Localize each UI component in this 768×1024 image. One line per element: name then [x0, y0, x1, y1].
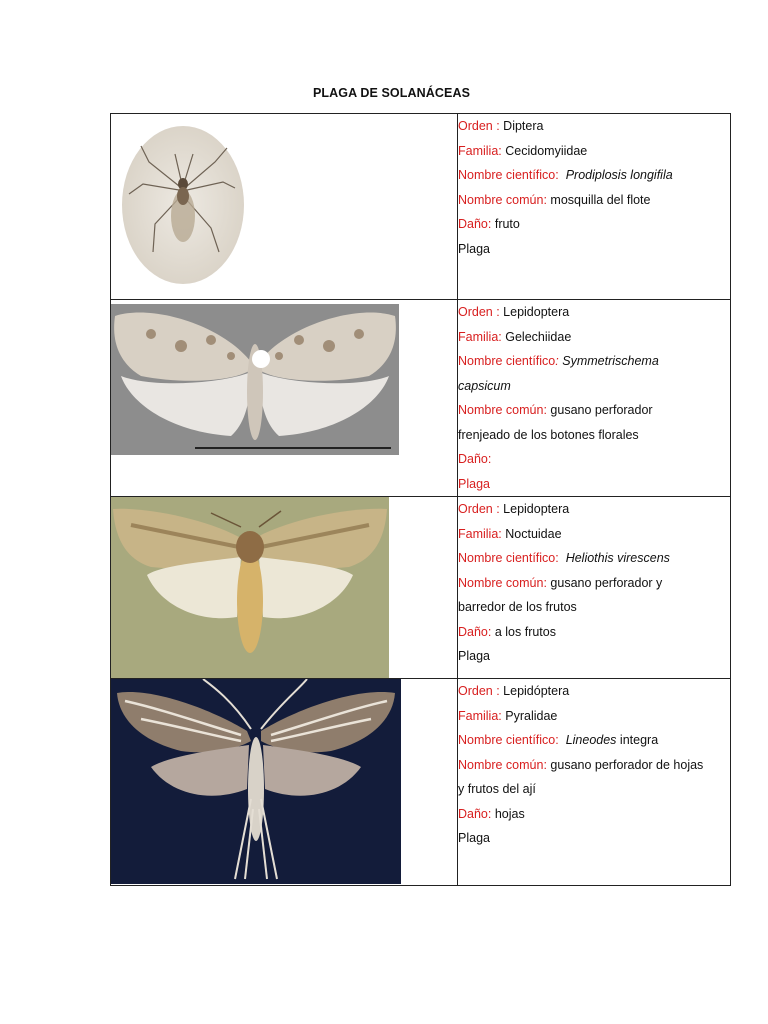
plaga-value: Plaga [458, 831, 490, 845]
info-cell: Orden : Lepidoptera Familia: Gelechiidae Nombre científico: Symmetrischema capsicum Nombre común: gusano perforador frenjeado de los botones florales Daño: Plaga [458, 300, 731, 497]
familia-value: Pyralidae [505, 708, 558, 723]
orden-label: Orden : [458, 684, 500, 698]
comun-value: mosquilla del flote [550, 192, 651, 207]
familia-value: Gelechiidae [505, 329, 572, 344]
familia-label: Familia: [458, 708, 502, 723]
image-cell [111, 679, 458, 886]
image-cell [111, 114, 458, 300]
page-title: PLAGA DE SOLANÁCEAS [313, 86, 471, 100]
plaga-value: Plaga [458, 476, 490, 491]
moth-photo [111, 679, 401, 884]
dano-label: Daño: [458, 217, 492, 231]
table-row [111, 114, 731, 300]
cientifico-value-cont: capsicum [458, 378, 511, 393]
comun-value: gusano perforador de hojas [550, 757, 704, 772]
moth-photo [111, 497, 389, 678]
cientifico-label: Nombre científico: [458, 168, 559, 182]
orden-value: Lepidoptera [503, 305, 570, 319]
image-cell [111, 497, 458, 679]
familia-label: Familia: [458, 329, 502, 344]
orden-label: Orden : [458, 502, 500, 516]
comun-value-cont: barredor de los frutos [458, 600, 577, 614]
familia-label: Familia: [458, 526, 502, 541]
comun-label: Nombre común: [458, 757, 547, 772]
familia-value: Noctuidae [505, 526, 562, 541]
dano-label: Daño: [458, 452, 492, 466]
dano-value: hojas [494, 806, 525, 821]
table-row [111, 497, 731, 679]
info-cell [458, 497, 731, 679]
orden-value: Diptera [503, 119, 544, 133]
comun-label: Nombre común: [458, 575, 547, 590]
comun-value-cont: y frutos del ají [458, 782, 536, 796]
dano-value: a los frutos [494, 624, 556, 639]
cientifico-label: Nombre científico: [458, 551, 559, 565]
pest-table [110, 113, 731, 886]
cientifico-genus: Lineodes [565, 733, 617, 747]
familia-label: Familia: [458, 143, 502, 158]
comun-label: Nombre común: [458, 403, 547, 417]
cientifico-value: Prodiplosis longifila [565, 168, 673, 182]
orden-value: Lepidóptera [503, 684, 570, 698]
cientifico-value: Symmetrischema [562, 354, 659, 368]
cientifico-value: Heliothis virescens [565, 551, 670, 565]
orden-label: Orden : [458, 119, 500, 133]
table-row [111, 300, 731, 497]
familia-value: Cecidomyiidae [505, 143, 588, 158]
mosquito-photo [119, 124, 247, 286]
orden-label: Orden : [458, 305, 500, 319]
comun-value: gusano perforador [550, 403, 653, 417]
comun-value: gusano perforador y [550, 575, 663, 590]
moth-photo [111, 304, 399, 455]
dano-label: Daño: [458, 806, 492, 821]
comun-label: Nombre común: [458, 192, 547, 207]
plaga-value: Plaga [458, 241, 490, 256]
cientifico-label: Nombre científico: [458, 733, 559, 747]
dano-label: Daño: [458, 624, 492, 639]
orden-value: Lepidoptera [503, 502, 570, 516]
dano-value: fruto [494, 217, 520, 231]
comun-value-cont: frenjeado de los botones florales [458, 427, 639, 442]
cientifico-species: integra [619, 733, 659, 747]
info-cell [458, 679, 731, 886]
image-cell [111, 300, 458, 497]
cientifico-label: Nombre científico [458, 354, 556, 368]
plaga-value: Plaga [458, 649, 490, 663]
table-row [111, 679, 731, 886]
info-cell [458, 114, 731, 300]
